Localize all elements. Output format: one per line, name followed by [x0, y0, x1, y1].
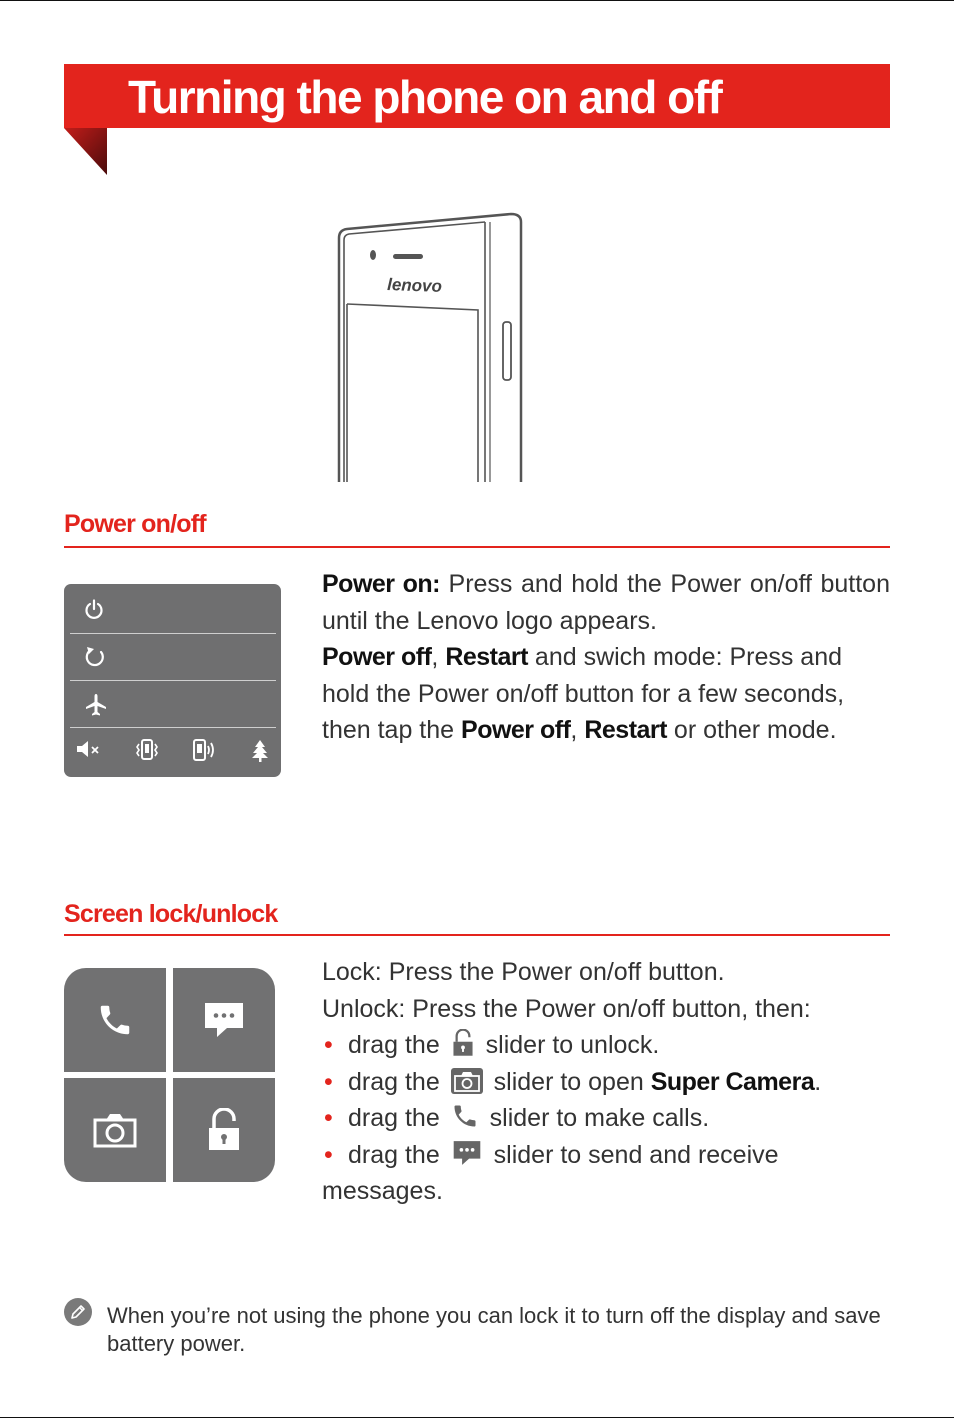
lock-instructions	[322, 954, 890, 1210]
restart-icon	[84, 646, 106, 668]
bullet-message	[322, 1137, 890, 1174]
camera-icon	[93, 1112, 137, 1148]
vibrate-icon	[134, 739, 160, 761]
power-off-term: Power off	[322, 643, 432, 671]
separator: ,	[431, 643, 446, 671]
bullet-continuation: messages.	[322, 1177, 443, 1205]
bullet-phone	[322, 1100, 890, 1137]
super-camera-term: Super Camera	[650, 1067, 815, 1096]
phone-icon	[96, 1001, 134, 1039]
bullet-camera	[322, 1064, 890, 1101]
unlock-tile	[173, 1078, 275, 1182]
phone-icon	[451, 1102, 479, 1130]
note-text: When you’re not using the phone you can lock it to turn off the display and save battery power.	[107, 1303, 881, 1356]
unlock-icon	[207, 1108, 241, 1152]
banner-fold	[64, 128, 108, 176]
top-rule	[0, 0, 954, 1]
message-icon	[451, 1139, 483, 1167]
bullet-text: slider to make calls.	[489, 1104, 710, 1132]
bullet-text: .	[814, 1067, 822, 1096]
unlock-icon	[451, 1029, 475, 1057]
tree-icon	[250, 739, 270, 763]
restart-term: Restart	[445, 643, 528, 671]
phone-illustration	[335, 210, 525, 482]
airplane-row	[70, 681, 276, 728]
section-heading-power: Power on/off	[64, 510, 206, 538]
phone-tile	[64, 968, 166, 1072]
power-off-row	[70, 587, 276, 634]
page-title: Turning the phone on and off	[128, 71, 722, 123]
bullet-unlock	[322, 1027, 890, 1064]
bullet-text: slider to send and receive	[493, 1140, 779, 1169]
restart-row	[70, 634, 276, 681]
power-on-paragraph	[322, 566, 890, 639]
unlock-line: Unlock: Press the Power on/off button, then:	[322, 994, 811, 1023]
power-off-paragraph	[322, 639, 890, 749]
section-rule-power	[64, 546, 890, 548]
bottom-rule	[0, 1417, 954, 1418]
bullet-text: drag the	[348, 1067, 440, 1096]
power-off-text-tail: or other mode.	[666, 716, 837, 744]
power-on-label: Power on:	[322, 570, 440, 598]
message-icon	[203, 1000, 245, 1040]
brand-logo: lenovo	[386, 275, 443, 296]
power-on-text: Press and hold the Power on/off button until the Lenovo logo appears.	[322, 570, 890, 635]
bullet-text: drag the	[348, 1031, 440, 1059]
separator-2: ,	[570, 716, 585, 744]
lock-line: Lock: Press the Power on/off button.	[322, 958, 725, 986]
power-off-text: and swich mode: Press and hold the Power on/off button for a few seconds, then tap the	[322, 643, 845, 744]
camera-tile	[64, 1078, 166, 1182]
bullet-text: drag the	[348, 1104, 440, 1132]
bullet-text: slider to open	[493, 1067, 651, 1096]
bullet-text: slider to unlock.	[485, 1031, 660, 1059]
title-banner	[64, 64, 890, 128]
pencil-icon	[63, 1297, 93, 1327]
section-heading-lock: Screen lock/unlock	[64, 900, 278, 928]
power-off-term-2: Power off	[461, 716, 571, 744]
sound-mode-row	[70, 727, 276, 773]
camera-icon	[451, 1068, 483, 1094]
power-icon	[84, 599, 104, 621]
sound-icon	[192, 739, 216, 761]
airplane-icon	[84, 693, 108, 717]
lock-screen-slider-illustration	[64, 968, 276, 1184]
message-tile	[173, 968, 275, 1072]
power-menu-illustration	[64, 584, 281, 777]
section-rule-lock	[64, 934, 890, 936]
restart-term-2: Restart	[584, 716, 667, 744]
bullet-text: drag the	[348, 1140, 440, 1169]
mute-icon	[76, 739, 102, 759]
